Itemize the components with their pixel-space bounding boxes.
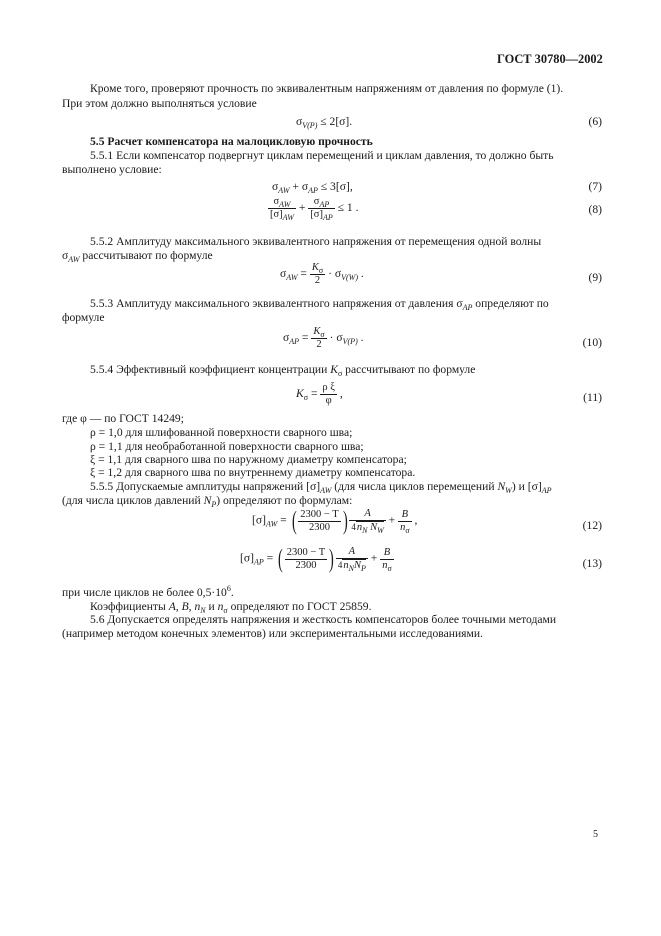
definition-line: ξ = 1,2 для сварного шва по внутреннему диаметру компенсатора. <box>90 466 416 479</box>
para-553-line-2: формуле <box>62 311 105 324</box>
cycles-note: при числе циклов не более $0,5\cdot 10^6$. <box>62 584 234 599</box>
eq6-lhs: σ <box>296 115 303 128</box>
equation-number: (7) <box>588 180 602 193</box>
eq7-term: + σ <box>289 180 309 193</box>
equation-13: $[\sigma]_{AP}$ = ( $\frac{2300 - T}{2300}$ ) $\frac{A}{4n_NN_P}$ + $\frac{B}{n_\sigma}$ (13) <box>240 544 602 573</box>
para-552-line-1: 5.5.2 Амплитуду максимального эквивалентного напряжения от перемещения одной волны <box>90 235 542 248</box>
equation-12: $[\sigma]_{AW}$ = ( $\frac{2300 - T}{2300}$ ) $\frac{A}{4n_N N_W}$ + $\frac{B}{n_\sigma}$ , (12) <box>252 506 602 535</box>
para-555-line-2: (для числа циклов давлений $N_P$) определяют по формулам: <box>62 494 353 509</box>
intro-line-1: Кроме того, проверяют прочность по эквивалентным напряжениям от давления по формуле (1). <box>90 82 564 95</box>
page-number: 5 <box>593 829 598 840</box>
section-heading: 5.5 Расчет компенсатора на малоцикловую прочность <box>90 135 373 148</box>
equation-number: (12) <box>582 519 602 532</box>
definition-line: ρ = 1,0 для шлифованной поверхности сварного шва; <box>90 426 353 439</box>
equation-number: (11) <box>583 391 602 404</box>
equation-11: $K_\sigma$ = $\frac{\text{ρ ξ}}{\varphi}$ , (11) <box>296 382 602 406</box>
fraction: $\frac{\sigma_{AP}}{[\sigma]_{AP}}$ <box>310 196 333 222</box>
para-551-line-2: выполнено условие: <box>62 163 162 176</box>
para-56-line-1: 5.6 Допускается определять напряжения и жесткость компенсаторов более точными методами <box>90 613 557 626</box>
definition-line: ρ = 1,1 для необработанной поверхности сварного шва; <box>90 440 364 453</box>
equation-number: (13) <box>582 557 602 570</box>
definition-line: где φ — по ГОСТ 14249; <box>62 412 184 425</box>
para-551-line-1: 5.5.1 Если компенсатор подвергнут циклам перемещений и циклам давления, то должно быть <box>90 149 554 162</box>
para-552-line-2: $\sigma_{AW}$ рассчитывают по формуле <box>62 249 213 264</box>
equation-number: (9) <box>588 271 602 284</box>
eq7-term: σ <box>272 180 279 193</box>
equation-number: (6) <box>588 115 602 128</box>
equation-9: $\sigma_{AW}$ = $\frac{K_\sigma}{2}$ · $\sigma_{V(W)}$ . (9) <box>280 262 602 286</box>
para-555-line-1: 5.5.5 Допускаемые амплитуды напряжений $[\sigma]_{AW}$ (для числа циклов перемещений $N_W$) и $[\sigma]_{AP}$ <box>90 480 552 495</box>
para-553-line-1: 5.5.3 Амплитуду максимального эквивалентного напряжения от давления $\sigma_{AP}$ определяют по <box>90 297 549 312</box>
document-header: ГОСТ 30780—2002 <box>497 52 603 66</box>
equation-number: (8) <box>588 203 602 216</box>
eq6-sub: V(P) <box>302 121 318 130</box>
eq8-rhs: ≤ 1 . <box>337 201 359 215</box>
coefficients-note: Коэффициенты A, B, $n_N$ и $n_\sigma$ определяют по ГОСТ 25859. <box>90 600 372 615</box>
eq7-sub: AP <box>308 186 318 195</box>
equation-10: $\sigma_{AP}$ = $\frac{K_\sigma}{2}$ · $\sigma_{V(P)}$ . (10) <box>283 326 602 350</box>
para-554: 5.5.4 Эффективный коэффициент концентрации $K_\sigma$ рассчитывают по формуле <box>90 363 476 378</box>
eq7-sub: AW <box>278 186 290 195</box>
equation-number: (10) <box>582 336 602 349</box>
intro-line-2: При этом должно выполняться условие <box>62 97 257 110</box>
plus-sign: + <box>298 201 306 215</box>
definition-line: ξ = 1,1 для сварного шва по наружному диаметру компенсатора; <box>90 453 407 466</box>
equation-8 <box>0 196 661 226</box>
para-56-line-2: (например методом конечных элементов) или экспериментальными исследованиями. <box>62 627 483 640</box>
eq7-term: ≤ 3[σ], <box>317 180 353 193</box>
eq6-rhs: ≤ 2[σ]. <box>317 115 353 128</box>
fraction: $\frac{\sigma_{AW}}{[\sigma]_{AW}}$ <box>270 196 294 222</box>
